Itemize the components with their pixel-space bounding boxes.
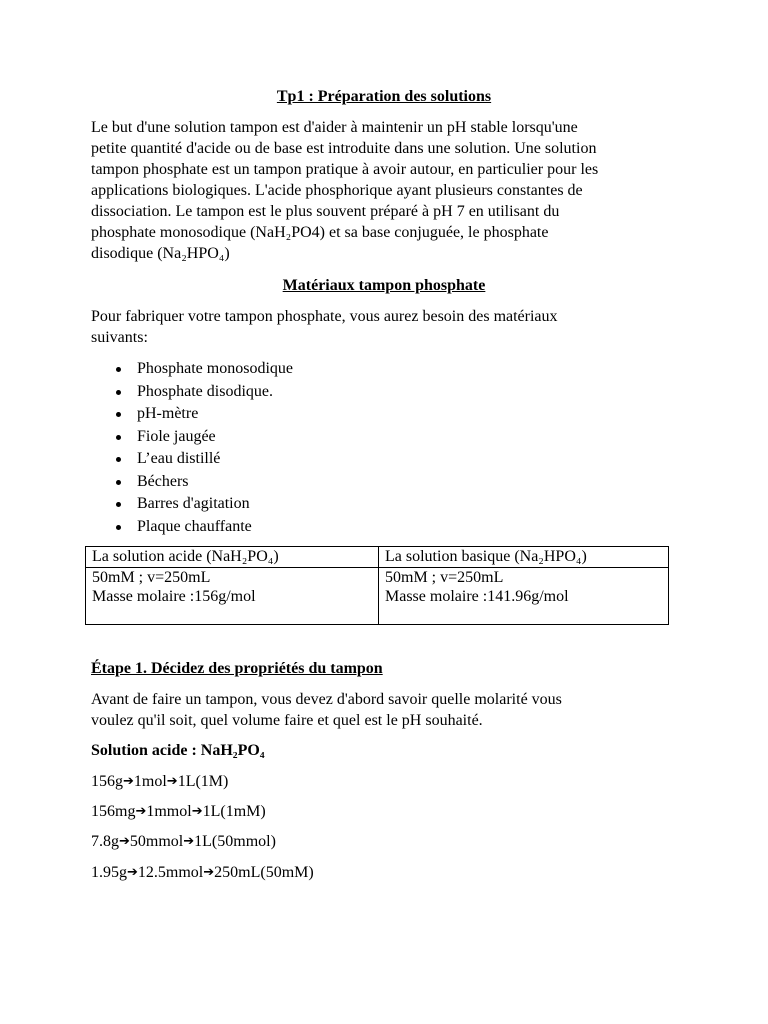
calculation-line bbox=[91, 832, 276, 852]
step1-line: Avant de faire un tampon, vous devez d'abord savoir quelle molarité vous bbox=[91, 691, 562, 708]
bullet-icon bbox=[116, 435, 121, 440]
intro-line: applications biologiques. L'acide phosphorique ayant plusieurs constantes de bbox=[91, 182, 583, 199]
arrow-right-icon: ➔ bbox=[127, 865, 138, 880]
arrow-right-icon: ➔ bbox=[123, 774, 134, 789]
step1-title: Étape 1. Décidez des propriétés du tampon bbox=[91, 660, 383, 677]
calc-moles: 12.5mmol bbox=[137, 864, 204, 881]
base-concentration: 50mM ; v=250mL bbox=[385, 569, 504, 586]
materials-intro-line: Pour fabriquer votre tampon phosphate, vous aurez besoin des matériaux bbox=[91, 308, 558, 325]
arrow-right-icon: ➔ bbox=[135, 804, 147, 819]
calc-mass: 7.8g bbox=[91, 833, 119, 850]
step1-paragraph bbox=[91, 689, 691, 731]
base-molar-mass: Masse molaire :141.96g/mol bbox=[385, 588, 569, 605]
calc-volume: 1L(1M) bbox=[177, 773, 229, 790]
list-item bbox=[112, 493, 293, 516]
acid-concentration: 50mM ; v=250mL bbox=[92, 569, 211, 586]
arrow-right-icon: ➔ bbox=[183, 834, 195, 849]
bullet-icon bbox=[116, 502, 121, 507]
table-header-row bbox=[86, 547, 669, 568]
calc-volume: 1L(1mM) bbox=[202, 803, 266, 820]
calc-mass: 156g bbox=[91, 773, 123, 790]
bullet-icon bbox=[116, 480, 121, 485]
acid-header-cell: La solution acide (NaH₂PO₄) bbox=[86, 547, 379, 568]
list-item-label: Plaque chauffante bbox=[137, 517, 252, 535]
bullet-icon bbox=[116, 367, 121, 372]
materials-intro-line: suivants: bbox=[91, 329, 148, 346]
acid-molar-mass: Masse molaire :156g/mol bbox=[92, 588, 256, 605]
bullet-icon bbox=[116, 525, 121, 530]
base-header-cell: La solution basique (Na₂HPO₄) bbox=[379, 547, 669, 568]
list-item bbox=[112, 471, 293, 494]
calc-moles: 50mmol bbox=[129, 833, 184, 850]
calculation-line bbox=[91, 772, 228, 792]
base-details-cell bbox=[379, 568, 669, 625]
materials-intro bbox=[91, 306, 691, 348]
list-item-label: Phosphate monosodique bbox=[137, 360, 293, 377]
list-item-label: pH-mètre bbox=[137, 405, 199, 422]
acid-details-cell bbox=[86, 568, 379, 625]
list-item bbox=[112, 448, 293, 471]
intro-line: Le but d'une solution tampon est d'aider à maintenir un pH stable lorsqu'une bbox=[91, 119, 578, 136]
intro-line: disodique (Na₂HPO₄) bbox=[91, 245, 230, 262]
page-title: Tp1 : Préparation des solutions bbox=[276, 88, 492, 105]
calc-volume: 250mL(50mM) bbox=[214, 864, 314, 881]
list-item bbox=[112, 358, 293, 381]
materials-list bbox=[112, 358, 293, 538]
list-item bbox=[112, 403, 293, 426]
list-item-label: Fiole jaugée bbox=[137, 427, 216, 445]
list-item-label: L’eau distillé bbox=[137, 450, 221, 467]
intro-line: phosphate monosodique (NaH₂PO4) et sa base conjuguée, le phosphate bbox=[91, 224, 549, 241]
bullet-icon bbox=[116, 390, 121, 395]
table-row bbox=[86, 568, 669, 625]
list-item-label: Phosphate disodique. bbox=[137, 382, 273, 400]
arrow-right-icon: ➔ bbox=[119, 834, 130, 849]
intro-line: petite quantité d'acide ou de base est introduite dans une solution. Une solution bbox=[91, 140, 597, 157]
list-item bbox=[112, 426, 293, 449]
solutions-table bbox=[85, 546, 669, 625]
intro-paragraph bbox=[91, 117, 691, 264]
list-item-label: Béchers bbox=[137, 472, 189, 490]
materials-title: Matériaux tampon phosphate bbox=[282, 277, 486, 294]
list-item bbox=[112, 516, 293, 539]
list-item-label: Barres d'agitation bbox=[137, 495, 250, 512]
arrow-right-icon: ➔ bbox=[191, 804, 203, 819]
bullet-icon bbox=[116, 457, 121, 462]
list-item bbox=[112, 381, 293, 404]
calc-mass: 156mg bbox=[91, 803, 136, 820]
calculation-line bbox=[91, 802, 266, 822]
calc-mass: 1.95g bbox=[91, 864, 127, 881]
intro-line: tampon phosphate est un tampon pratique à avoir autour, en particulier pour les bbox=[91, 161, 599, 178]
calc-volume: 1L(50mmol) bbox=[194, 833, 276, 850]
calc-moles: 1mmol bbox=[146, 803, 192, 820]
intro-line: dissociation. Le tampon est le plus souvent préparé à pH 7 en utilisant du bbox=[91, 203, 560, 220]
acid-solution-label: Solution acide : NaH₂PO₄ bbox=[91, 742, 265, 759]
step1-line: voulez qu'il soit, quel volume faire et quel est le pH souhaité. bbox=[91, 712, 483, 729]
arrow-right-icon: ➔ bbox=[203, 865, 215, 880]
calc-moles: 1mol bbox=[133, 773, 167, 790]
arrow-right-icon: ➔ bbox=[166, 774, 178, 789]
bullet-icon bbox=[116, 412, 121, 417]
calculation-line bbox=[91, 863, 314, 883]
